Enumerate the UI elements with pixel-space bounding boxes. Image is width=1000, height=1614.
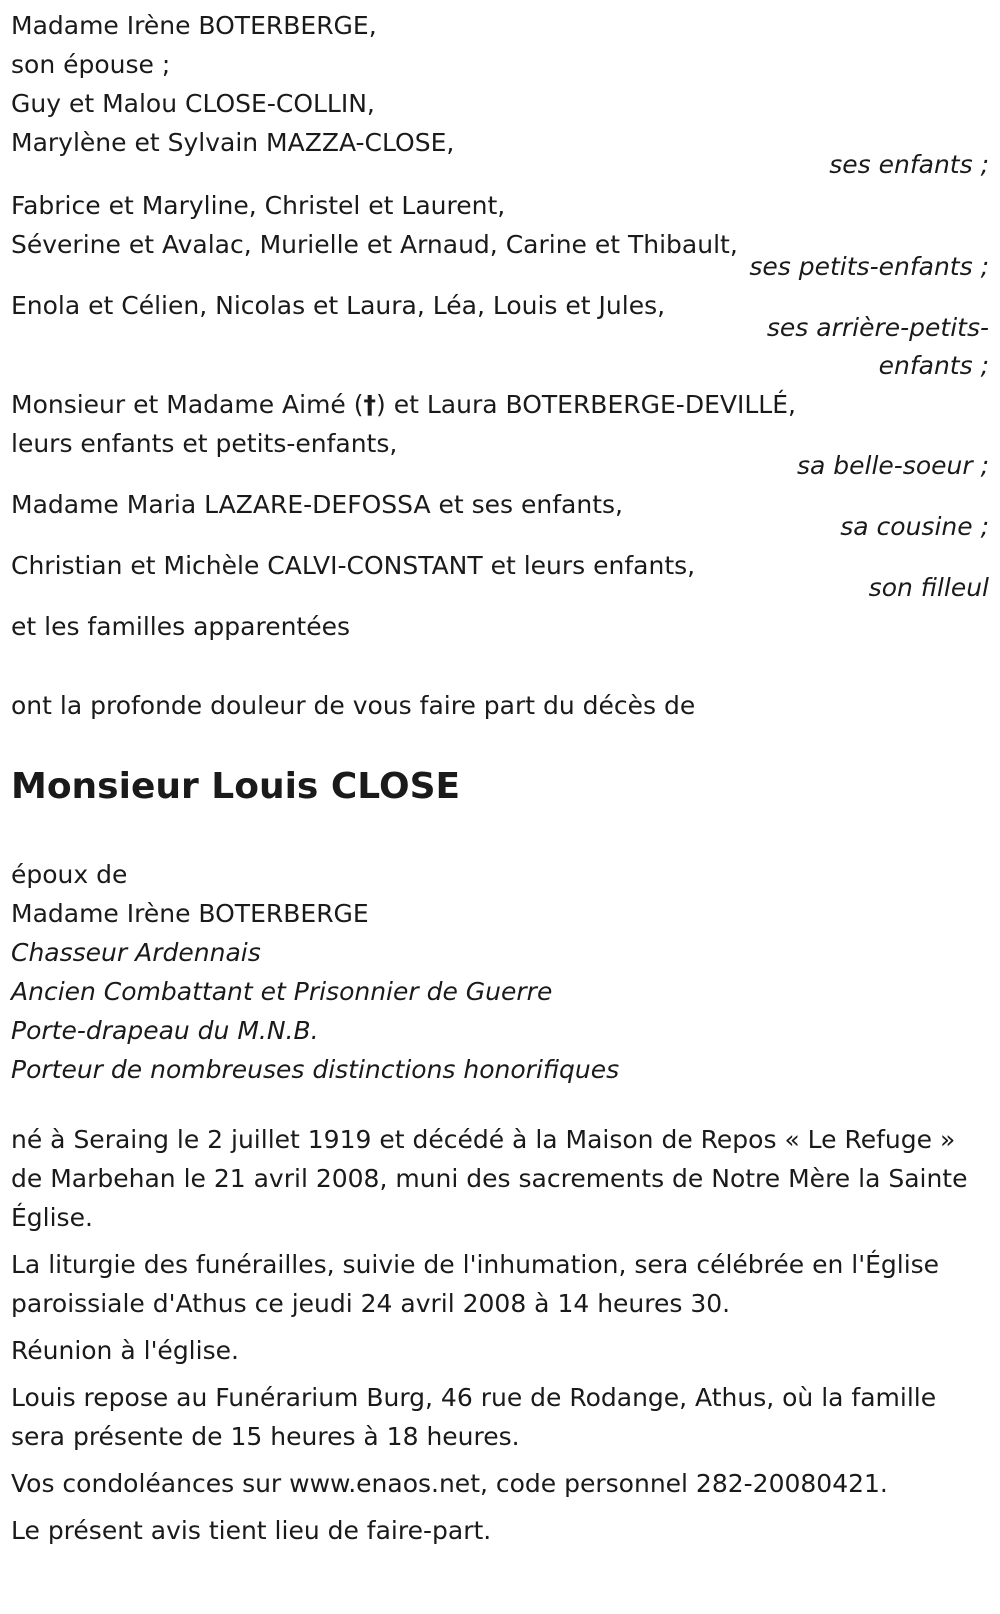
title-item: Porteur de nombreuses distinctions honorifiques <box>11 1055 620 1084</box>
cousin-line: Madame Maria LAZARE-DEFOSSA et ses enfants, <box>11 490 623 519</box>
liturgy-paragraph: La liturgie des funérailles, suivie de l'inhumation, sera célébrée en l'Église paroissiale d'Athus ce jeudi 24 avril 2008 à 14 heures 30. <box>11 1250 940 1318</box>
spouse-name: Madame Irène BOTERBERGE, <box>11 11 377 40</box>
cousin-role: sa cousine ; <box>840 512 989 541</box>
sisterinlaw-line-2: leurs enfants et petits-enfants, <box>11 429 398 458</box>
greatgrandchildren-role: ses arrière-petits-enfants ; <box>766 313 989 380</box>
sisterinlaw-text-before: Monsieur et Madame Aimé ( <box>11 390 364 419</box>
relatives-line: et les familles apparentées <box>11 612 351 641</box>
grandchildren-line: Séverine et Avalac, Murielle et Arnaud, Carine et Thibault, <box>11 230 738 259</box>
birth-death-paragraph: né à Seraing le 2 juillet 1919 et décédé à la Maison de Repos « Le Refuge » de Marbehan le 21 avril 2008, muni des sacrements de Notre Mère la Sainte Église. <box>11 1125 968 1232</box>
family-section <box>11 6 989 646</box>
grandchildren-role: ses petits-enfants ; <box>749 252 989 281</box>
godson-line: Christian et Michèle CALVI-CONSTANT et leurs enfants, <box>11 551 696 580</box>
husband-of: époux de <box>11 860 128 889</box>
announcement: ont la profonde douleur de vous faire part du décès de <box>11 691 696 720</box>
notice-paragraph: Le présent avis tient lieu de faire-part. <box>11 1516 492 1545</box>
cross-icon: † <box>363 390 377 419</box>
children-role: ses enfants ; <box>829 150 989 179</box>
greatgrandchildren-line: Enola et Célien, Nicolas et Laura, Léa, Louis et Jules, <box>11 291 666 320</box>
condolences-paragraph: Vos condoléances sur www.enaos.net, code personnel 282-20080421. <box>11 1469 888 1498</box>
children-line: Guy et Malou CLOSE-COLLIN, <box>11 89 375 118</box>
grandchildren-line: Fabrice et Maryline, Christel et Laurent, <box>11 191 506 220</box>
title-item: Porte-drapeau du M.N.B. <box>11 1016 319 1045</box>
sisterinlaw-role: sa belle-soeur ; <box>796 451 989 480</box>
children-line: Marylène et Sylvain MAZZA-CLOSE, <box>11 128 455 157</box>
rests-paragraph: Louis repose au Funérarium Burg, 46 rue de Rodange, Athus, où la famille sera présente de 15 heures à 18 heures. <box>11 1383 937 1451</box>
obituary-notice <box>11 6 989 1550</box>
wife-name: Madame Irène BOTERBERGE <box>11 899 369 928</box>
spouse-role: son épouse ; <box>11 50 171 79</box>
sisterinlaw-text-after: ) et Laura BOTERBERGE-DEVILLÉ, <box>376 390 796 419</box>
title-item: Ancien Combattant et Prisonnier de Guerre <box>11 977 553 1006</box>
details-section <box>11 1120 989 1550</box>
bio-section <box>11 855 989 1089</box>
godson-role: son filleul <box>868 573 989 602</box>
meeting-paragraph: Réunion à l'église. <box>11 1336 239 1365</box>
deceased-name: Monsieur Louis CLOSE <box>11 766 461 807</box>
title-item: Chasseur Ardennais <box>11 938 261 967</box>
sisterinlaw-line <box>11 385 989 424</box>
